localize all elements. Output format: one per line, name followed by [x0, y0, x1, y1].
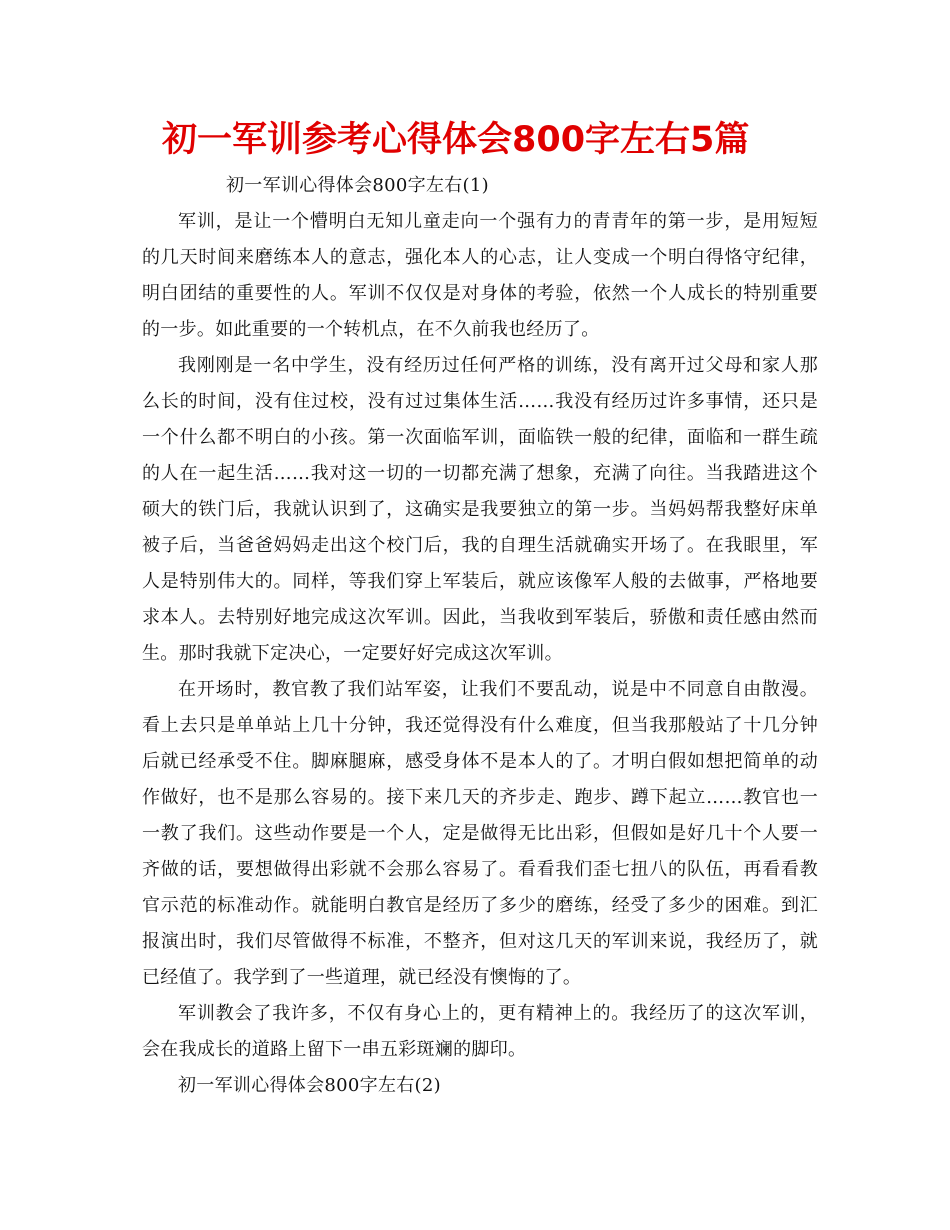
document-title: 初一军训参考心得体会800字左右5篇 [162, 120, 750, 160]
body-paragraph-2: 我刚刚是一名中学生，没有经历过任何严格的训练，没有离开过父母和家人那么长的时间，没有住过校，没有过过集体生活……我没有经历过许多事情，还只是一个什么都不明白的小孩。第一次面临军训，面临铁一般的纪律，面临和一群生疏的人在一起生活……我对这一切的一切都充满了想象，充满了向往。当我踏进这个硕大的铁门后，我就认识到了，这确实是我要独立的第一步。当妈妈帮我整好床单被子后，当爸爸妈妈走出这个校门后，我的自理生活就确实开场了。在我眼里，军人是特别伟大的。同样，等我们穿上军装后，就应该像军人般的去做事，严格地要求本人。去特别好地完成这次军训。因此，当我收到军装后，骄傲和责任感由然而生。那时我就下定决心，一定要好好完成这次军训。 [142, 355, 818, 664]
section-heading-1: 初一军训心得体会800字左右(1) [226, 175, 489, 196]
body-paragraph-1: 军训，是让一个懵明白无知儿童走向一个强有力的青青年的第一步，是用短短的几天时间来磨练本人的意志，强化本人的心志，让人变成一个明白得恪守纪律，明白团结的重要性的人。军训不仅仅是对身体的考验，依然一个人成长的特别重要的一步。如此重要的一个转机点，在不久前我也经历了。 [142, 211, 818, 340]
body-paragraph-4: 军训教会了我许多，不仅有身心上的，更有精神上的。我经历了的这次军训，会在我成长的道路上留下一串五彩斑斓的脚印。 [142, 1003, 818, 1060]
body-paragraph-3: 在开场时，教官教了我们站军姿，让我们不要乱动，说是中不同意自由散漫。看上去只是单单站上几十分钟，我还觉得没有什么难度，但当我那般站了十几分钟后就已经承受不住。脚麻腿麻，感受身体不是本人的了。才明白假如想把简单的动作做好，也不是那么容易的。接下来几天的齐步走、跑步、蹲下起立……教官也一一教了我们。这些动作要是一个人，定是做得无比出彩，但假如是好几十个人要一齐做的话，要想做得出彩就不会那么容易了。看看我们歪七扭八的队伍，再看看教官示范的标准动作。就能明白教官是经历了多少的磨练，经受了多少的困难。到汇报演出时，我们尽管做得不标准，不整齐，但对这几天的军训来说，我经历了，就已经值了。我学到了一些道理，就已经没有懊悔的了。 [142, 679, 818, 988]
section-heading-2: 初一军训心得体会800字左右(2) [178, 1075, 441, 1096]
